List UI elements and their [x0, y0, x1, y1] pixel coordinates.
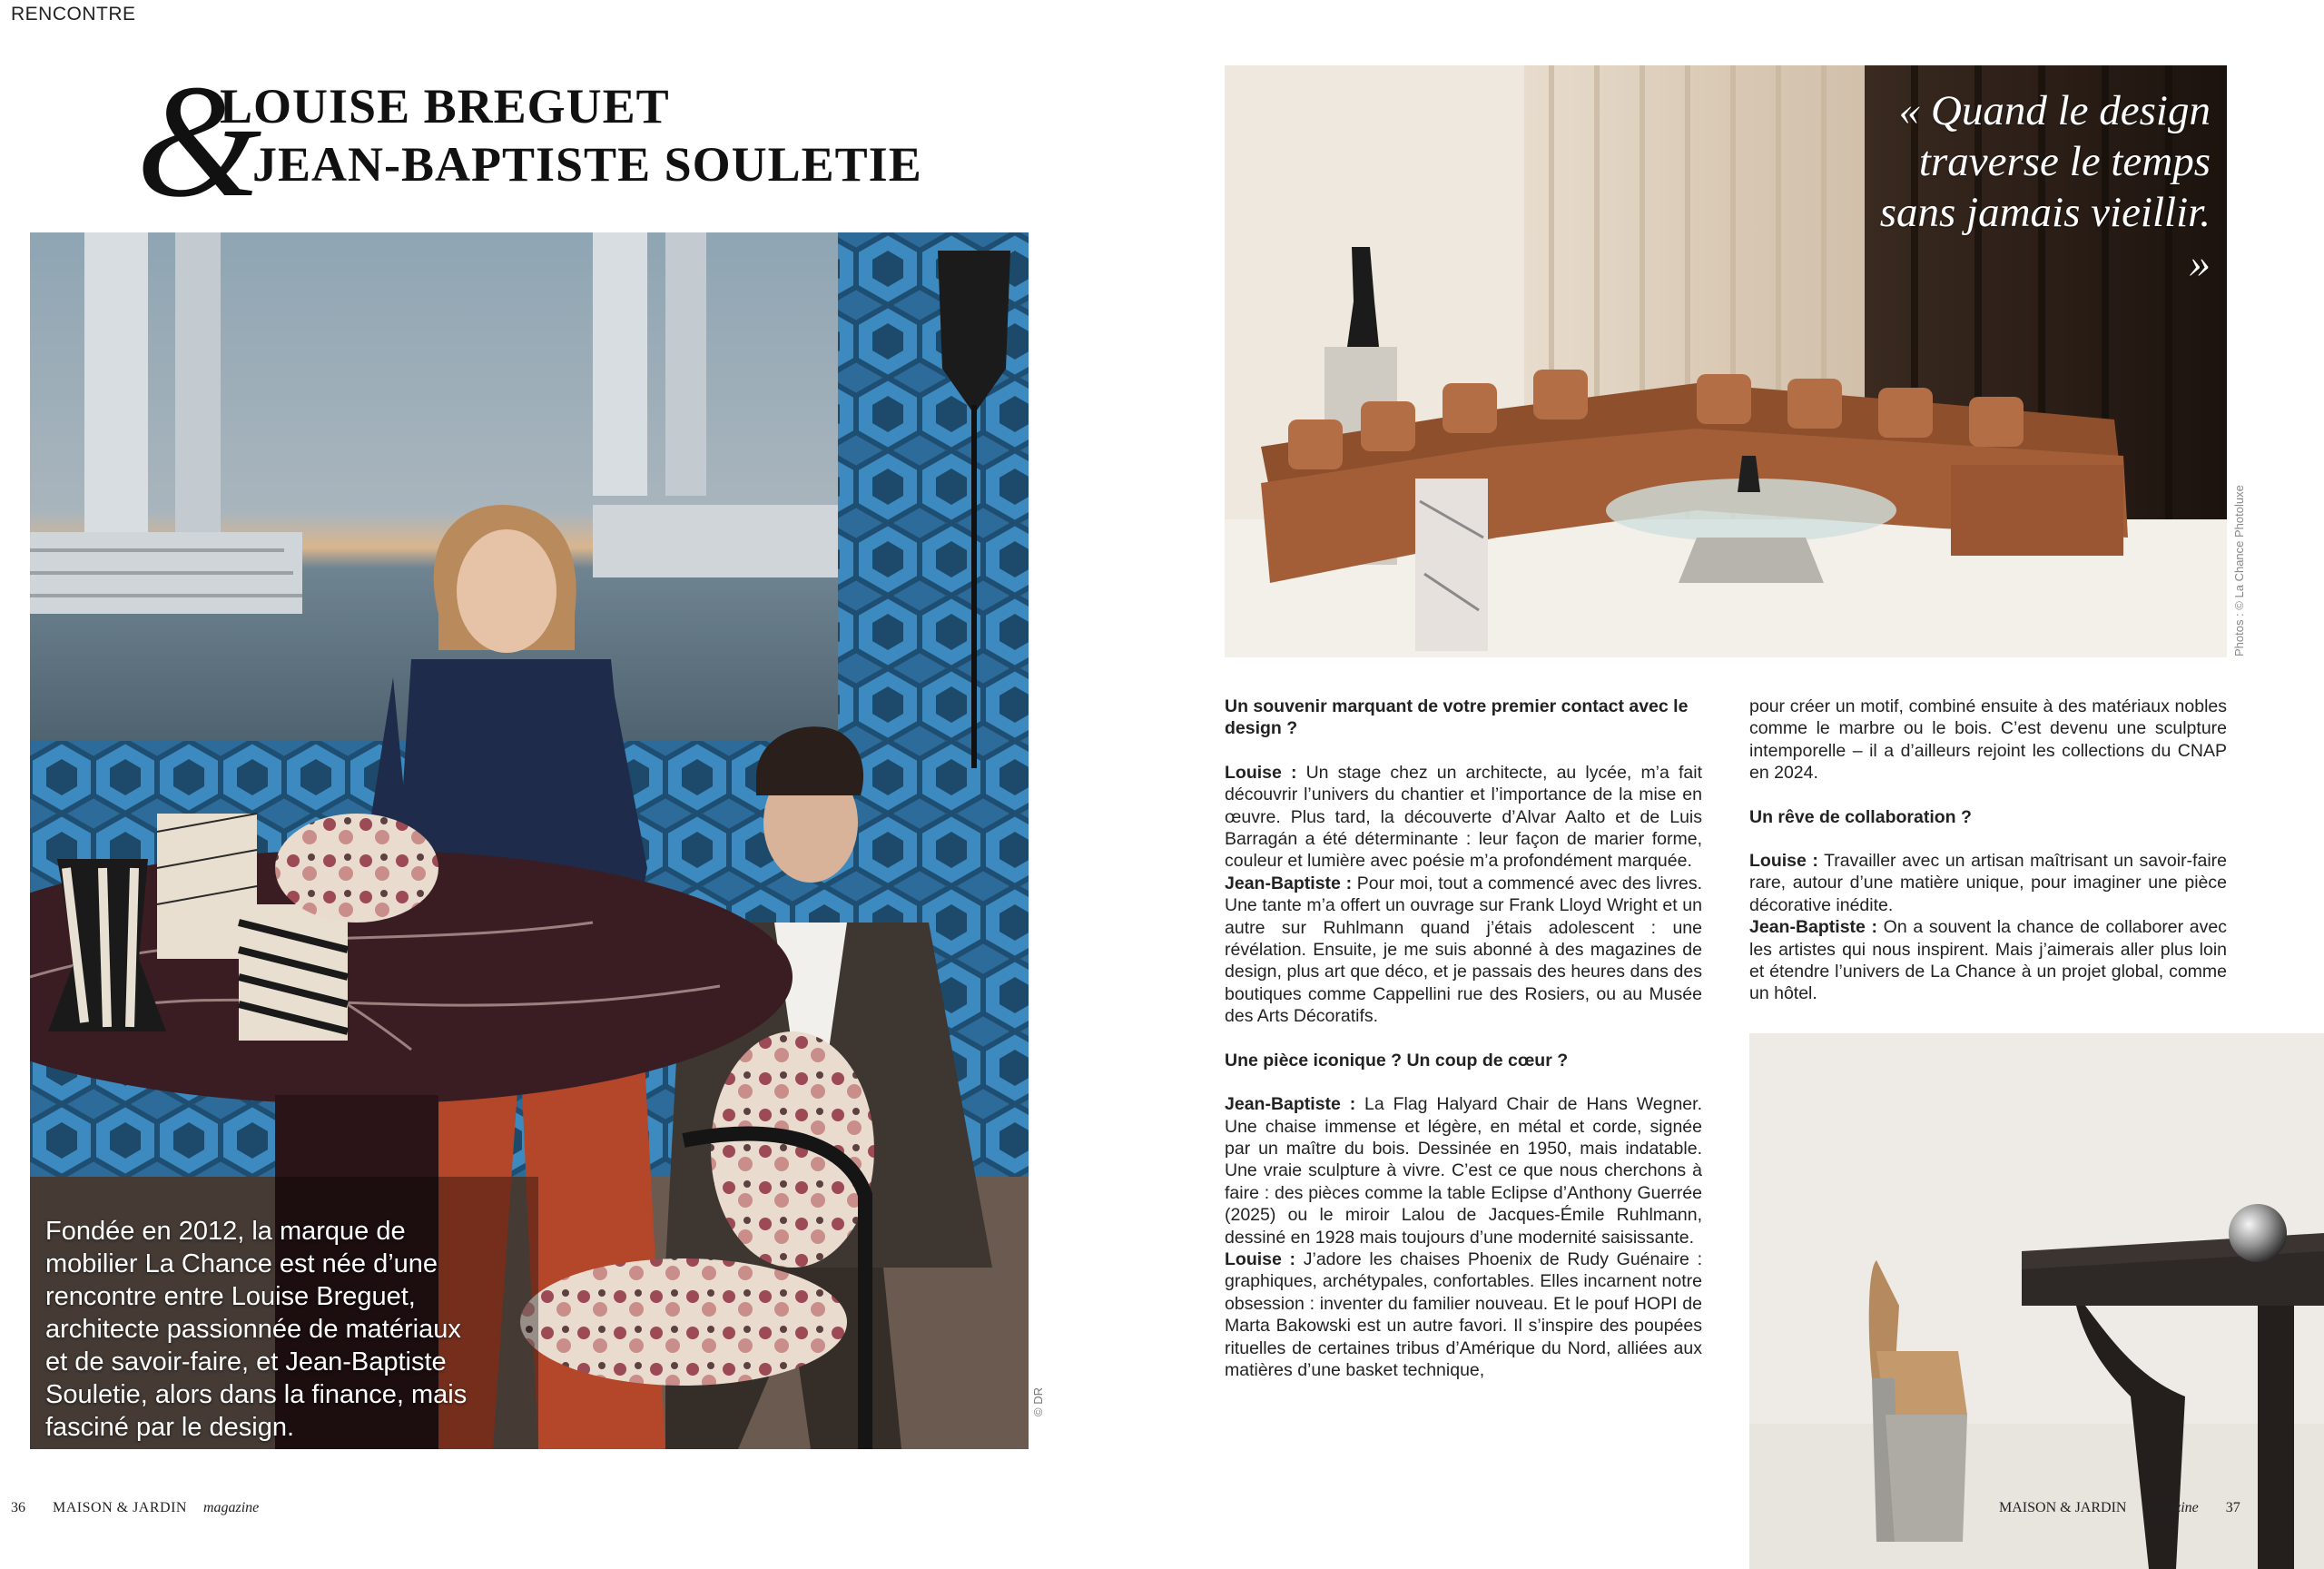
magazine-word-left: magazine	[202, 1500, 260, 1515]
magazine-word-right: magazine	[2142, 1500, 2199, 1515]
speaker-label: Louise :	[1225, 762, 1297, 783]
pull-quote: « Quand le design traverse le temps sans jamais vieillir. »	[1879, 87, 2211, 287]
answer-text: Pour moi, tout a commencé avec des livres. Une tante m’a offert un ouvrage sur Frank Lloyd Wright et un autre sur Ruhlmann quand j’étais adolescent : une révélation. Ensuite, je me suis abonné à des magazines de design, plus art que déco, et je passais des heures dans des boutiques comme Cappellini rue des Rosiers, ou au Musée des Arts Décoratifs.	[1225, 873, 1702, 1027]
speaker-label: Louise :	[1749, 851, 1818, 872]
article-column-2	[1749, 696, 2227, 1005]
question-2: Une pièce iconique ? Un coup de cœur ?	[1225, 1050, 1569, 1071]
speaker-label: Jean-Baptiste :	[1749, 917, 1878, 938]
answer-text: J’adore les chaises Phoenix de Rudy Guénaire : graphiques, archétypales, confortables. Elles incarnent notre obsession : inventer du familier nouveau. Et le pouf HOPI de Marta Bakowski est un autre favori. Il s’inspire des poupées rituelles de certaines tribus d’Amérique du Nord, alliées aux matières d’une basket technique,	[1225, 1248, 1702, 1380]
article-column-1	[1225, 696, 1702, 1381]
magazine-brand-left: MAISON & JARDIN	[53, 1500, 187, 1515]
section-label: RENCONTRE	[11, 4, 136, 25]
magazine-brand-right: MAISON & JARDIN	[1999, 1500, 2127, 1515]
answer-jean-baptiste-2	[1225, 1093, 1702, 1248]
folio-right	[1999, 1500, 2240, 1516]
answer-louise-1	[1225, 762, 1702, 873]
answer-jean-baptiste-3	[1749, 916, 2227, 1005]
speaker-label: Louise :	[1225, 1248, 1296, 1269]
folio-left	[11, 1500, 259, 1516]
title-line-1: LOUISE BREGUET	[220, 79, 670, 133]
page-number-right: 37	[2225, 1500, 2240, 1515]
answer-text: On a souvent la chance de collaborer avec les artistes qui nous inspirent. Mais j’aimerais aller plus loin et étendre l’univers de La Chance à un projet global, comme un hôtel.	[1749, 917, 2227, 1004]
title-line-2: JEAN-BAPTISTE SOULETIE	[252, 137, 922, 192]
portrait-caption: Fondée en 2012, la marque de mobilier La Chance est née d’une rencontre entre Louise Breguet, architecte passionnée de matériaux et de savoir-faire, et Jean-Baptiste Souletie, alors dans la finance, mais fasciné par le design.	[45, 1217, 468, 1442]
answer-jean-baptiste-1	[1225, 873, 1702, 1028]
title-ampersand: &	[136, 51, 262, 231]
question-3: Un rêve de collaboration ?	[1749, 806, 1972, 827]
page-number-left: 36	[11, 1500, 25, 1515]
question-1: Un souvenir marquant de votre premier contact avec le design ?	[1225, 696, 1689, 739]
speaker-label: Jean-Baptiste :	[1225, 1094, 1356, 1115]
answer-louise-2	[1225, 1248, 1702, 1381]
sofa-photo-credit: Photos : © La Chance Photoluxe	[2232, 485, 2246, 656]
speaker-label: Jean-Baptiste :	[1225, 873, 1353, 893]
chair-table-photo	[1749, 1033, 2324, 1569]
answer-text: La Flag Halyard Chair de Hans Wegner. Une chaise immense et légère, en métal et corde, signée par un maître du bois. Dessinée en 1950, mais indatable. Une vraie sculpture à vivre. C’est ce que nous cherchons à faire : des pièces comme la table Eclipse d’Anthony Guerrée (2025) ou le miroir Lalou de Jacques-Émile Ruhlmann, dessiné en 1928 mais toujours d’une modernité saisissante.	[1225, 1094, 1702, 1248]
portrait-photo-credit: © DR	[1031, 1387, 1045, 1416]
answer-louise-3	[1749, 850, 2227, 916]
answer-continuation: pour créer un motif, combiné ensuite à des matériaux nobles comme le marbre ou le bois. C’est devenu une sculpture intemporelle – il a d’ailleurs rejoint les collections du CNAP en 2024.	[1749, 696, 2227, 784]
answer-text: Travailler avec un artisan maîtrisant un savoir-faire rare, autour d’une matière unique, pour imaginer une pièce décorative inédite.	[1749, 851, 2227, 915]
answer-text: Un stage chez un architecte, au lycée, m’a fait découvrir l’univers du chantier et l’importance de la mise en œuvre. Plus tard, la découverte d’Alvar Aalto et de Luis Barragán a été déterminante : leur façon de marier forme, couleur et lumière avec poésie m’a profondément marquée.	[1225, 762, 1702, 872]
